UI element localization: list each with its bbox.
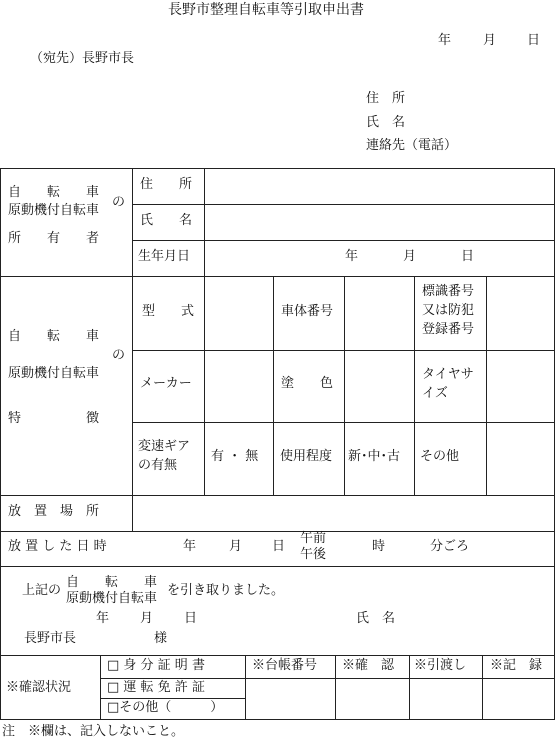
confirm-header: ※確 認	[342, 658, 395, 673]
usage-value[interactable]: 新･中･古	[348, 449, 401, 464]
usage-label: 使用程度	[280, 449, 333, 464]
maker-label: メーカー	[140, 376, 192, 391]
other-checkbox[interactable]: □その他（ ）	[107, 700, 224, 715]
applicant-phone-label: 連絡先（電話）	[366, 138, 458, 153]
owner-birth-day-label: 日	[461, 249, 475, 264]
receipt-prefix: 上記の	[22, 583, 62, 598]
owner-bicycle-label: 自 転 車	[8, 185, 100, 200]
owner-birth-field[interactable]	[205, 241, 553, 275]
addressee: （宛先）長野市長	[30, 51, 135, 66]
abandon-year-label: 年	[183, 539, 197, 554]
color-label: 塗 色	[281, 376, 334, 391]
applicant-name-label: 氏 名	[366, 115, 406, 130]
sign-number-label-2: 又は防犯	[422, 303, 475, 318]
date-month-label: 月	[483, 33, 497, 48]
other-field[interactable]	[487, 423, 553, 494]
maker-field[interactable]	[205, 351, 272, 421]
place-label: 放 置 場 所	[8, 504, 100, 519]
page-title: 長野市整理自転車等引取申出書	[168, 2, 364, 18]
gear-label-2: の有無	[138, 458, 178, 473]
features-bicycle-label: 自 転 車	[8, 329, 100, 344]
receipt-sama-label: 様	[154, 631, 168, 646]
other-label: その他	[420, 449, 460, 464]
date-day-label: 日	[527, 33, 541, 48]
tire-label-2: イズ	[422, 386, 448, 401]
owner-owner-label: 所 有 者	[8, 231, 100, 246]
gear-label-1: 変速ギア	[138, 439, 191, 454]
owner-name-label: 氏 名	[140, 213, 193, 228]
owner-birth-label: 生年月日	[138, 249, 191, 264]
date-year-label: 年	[438, 33, 452, 48]
id-card-checkbox[interactable]: □ 身 分 証 明 書	[107, 658, 205, 673]
license-checkbox[interactable]: □ 運 転 免 許 証	[107, 680, 205, 695]
features-no-label: の	[112, 348, 126, 363]
abandon-date-label: 放 置 し た 日 時	[8, 539, 107, 554]
receipt-moped: 原動機付自転車	[66, 591, 158, 606]
owner-moped-label: 原動機付自転車	[8, 203, 100, 218]
body-number-field[interactable]	[345, 277, 413, 349]
tire-size-field[interactable]	[487, 351, 553, 421]
owner-no-label: の	[112, 195, 126, 210]
gear-value[interactable]: 有 ・ 無	[211, 449, 259, 464]
owner-name-field[interactable]	[205, 205, 553, 239]
ledger-number-header: ※台帳番号	[252, 658, 318, 673]
color-field[interactable]	[345, 351, 413, 421]
receipt-year-label: 年	[96, 611, 110, 626]
features-feature-label: 特 徴	[8, 411, 100, 426]
model-field[interactable]	[205, 277, 272, 349]
abandon-day-label: 日	[272, 539, 286, 554]
owner-address-field[interactable]	[205, 169, 553, 203]
handover-header: ※引渡し	[414, 658, 467, 673]
owner-birth-month-label: 月	[403, 249, 417, 264]
pm-label[interactable]: 午後	[300, 547, 327, 562]
sign-number-label-1: 標識番号	[422, 284, 475, 299]
tire-label-1: タイヤサ	[422, 367, 474, 382]
receipt-bicycle: 自 転 車	[66, 575, 158, 590]
abandon-minute-label: 分ごろ	[430, 539, 470, 554]
footnote: 注 ※欄は、記入しないこと。	[2, 724, 185, 739]
body-number-label: 車体番号	[281, 304, 334, 319]
sign-number-field[interactable]	[487, 277, 553, 349]
features-moped-label: 原動機付自転車	[8, 366, 100, 381]
confirm-status-label: ※確認状況	[6, 680, 72, 695]
receipt-month-label: 月	[140, 611, 154, 626]
receipt-name-label: 氏 名	[356, 611, 396, 626]
receipt-mayor-label: 長野市長	[24, 631, 77, 646]
model-label: 型 式	[142, 304, 195, 319]
record-header: ※記 録	[490, 658, 543, 673]
owner-birth-year-label: 年	[345, 249, 359, 264]
place-field[interactable]	[133, 496, 553, 530]
abandon-hour-label: 時	[372, 539, 386, 554]
sign-number-label-3: 登録番号	[422, 322, 475, 337]
receipt-day-label: 日	[184, 611, 198, 626]
am-label[interactable]: 午前	[300, 531, 327, 546]
applicant-address-label: 住 所	[366, 91, 406, 106]
abandon-month-label: 月	[229, 539, 243, 554]
owner-address-label: 住 所	[140, 177, 193, 192]
receipt-suffix: を引き取りました。	[167, 583, 285, 598]
